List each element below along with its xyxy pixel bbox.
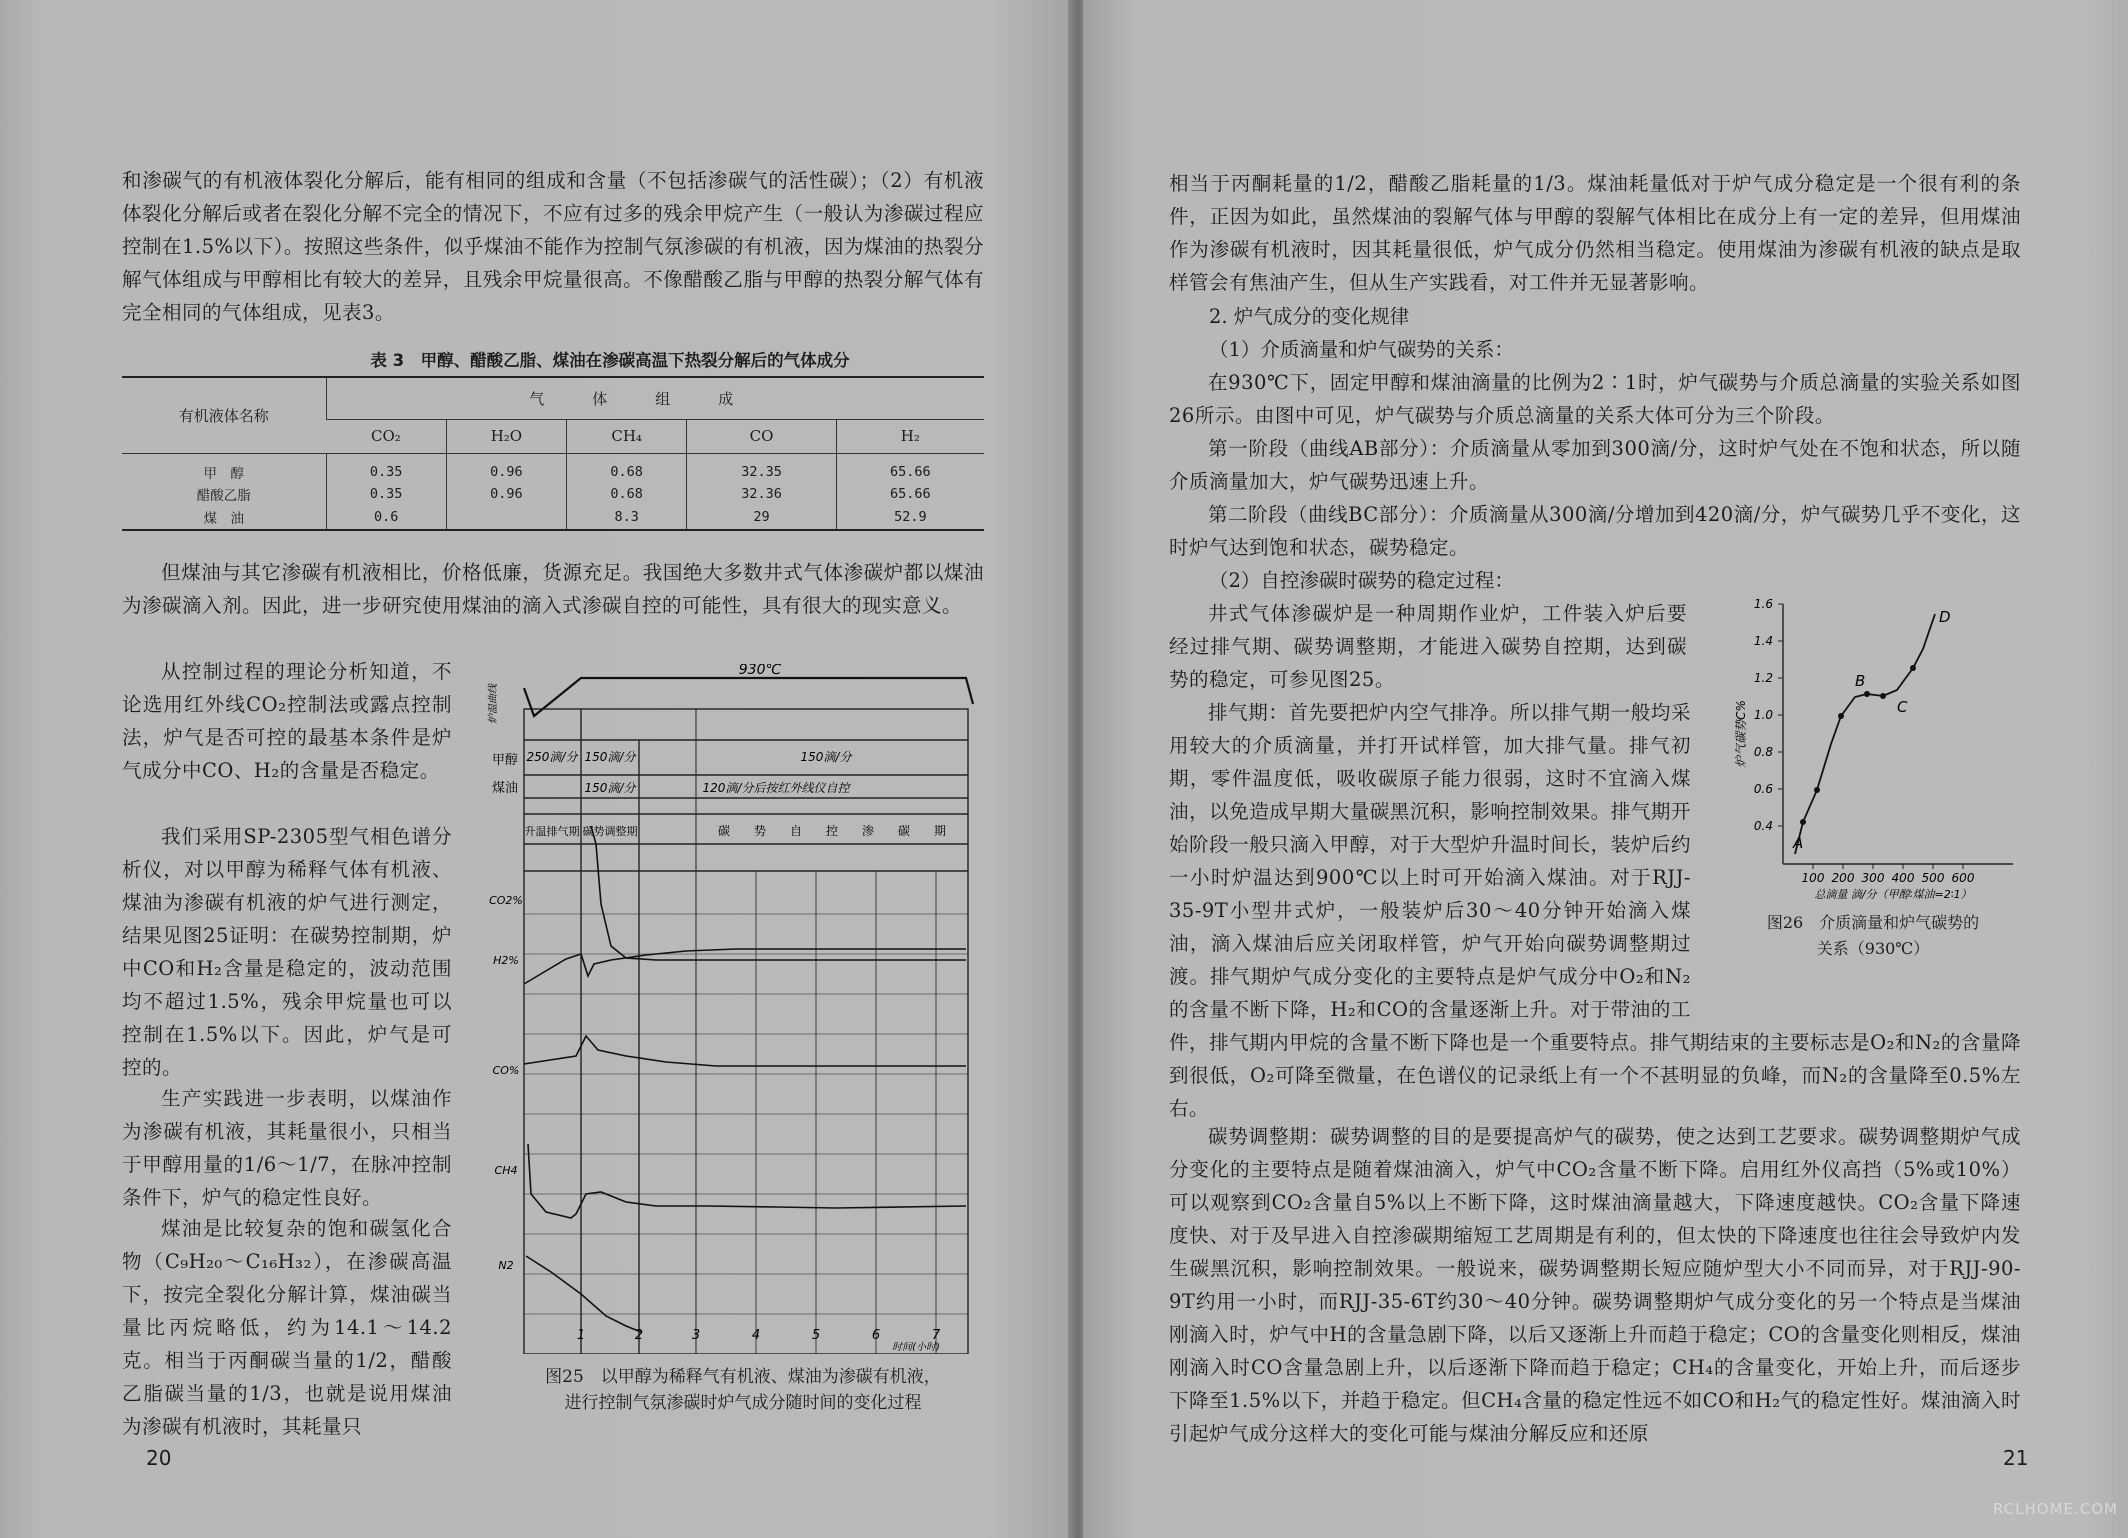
fig26-y-tick: 1.6	[1753, 597, 1773, 611]
fig25-phase-2: 碳势调整期	[582, 825, 638, 838]
furnace-temp-curve	[524, 678, 973, 716]
right-paragraph-1: 相当于丙酮耗量的1/2，醋酸乙脂耗量的1/3。煤油耗量低对于炉气成分稳定是一个很有利的条件，正因为如此，虽然煤油的裂解气体与甲醇的裂解气体相比在成分上有一定的差异，但用煤油作为渗碳有机液时，因其耗量很低，炉气成分仍然相当稳定。使用煤油为渗碳有机液的缺点是取样管会有焦油产生，但从生产实践看，对工件并无显著影响。	[1169, 172, 2021, 294]
left-paragraph-6: 煤油是比较复杂的饱和碳氢化合物（C₉H₂₀～C₁₆H₃₂），在渗碳高温下，按完全裂化分解计算，煤油碳当量比丙烷略低，约为14.1～14.2克。相当于丙酮碳当量的1/2，醋酸乙脂碳当量的1/3，也就是说用煤油为渗碳有机液时，其耗量只	[122, 1217, 452, 1438]
fig26-point-label: B	[1855, 672, 1866, 690]
fig25-x-tick: 7	[931, 1328, 941, 1343]
table-title: 表 3 甲醇、醋酸乙脂、煤油在渗碳高温下热裂分解后的气体成分	[370, 351, 850, 370]
ch4-curve	[528, 1144, 966, 1218]
watermark: RCLHOME.COM	[1992, 1500, 2118, 1518]
table-cell: 0.35	[326, 453, 446, 482]
table-cell: 0.6	[326, 506, 446, 530]
fig26-x-tick: 500	[1921, 871, 1945, 885]
row-name: 煤 油	[203, 511, 244, 527]
fig26-point-label: A	[1793, 834, 1804, 852]
fig25-co-label: CO%	[492, 1064, 520, 1077]
left-paragraph-4: 我们采用SP-2305型气相色谱分析仪，对以甲醇为稀释气体有机液、煤油为渗碳有机液的炉气进行测定，结果见图25证明：在碳势控制期，炉中CO和H₂含量是稳定的，波动范围均不超过1.5%，残余甲烷量也可以控制在1.5%以下。因此，炉气是可控的。	[122, 825, 452, 1079]
right-paragraph-5: 井式气体渗碳炉是一种周期作业炉，工件装入炉后要经过排气期、碳势调整期，才能进入碳势自控期，达到碳势的稳定，可参见图25。	[1169, 602, 1687, 691]
fig25-x-tick: 2	[634, 1328, 644, 1343]
fig25-temp-curve-label: 炉温曲线	[488, 684, 499, 724]
fig26-x-label: 总滴量 滴/分（甲醇∶煤油=2∶1）	[1814, 888, 1972, 901]
fig25-co2-label: CO2%	[489, 894, 523, 907]
fig26-y-tick: 1.2	[1753, 671, 1773, 685]
gas-composition-table	[122, 376, 984, 531]
right-paragraph-4: 第二阶段（曲线BC部分）：介质滴量从300滴/分增加到420滴/分，炉气碳势几乎不变化，这时炉气达到饱和状态，碳势稳定。	[1169, 503, 2021, 559]
fig26-caption-line2: 关系（930℃）	[1816, 939, 1930, 958]
column-header: CH₄	[567, 419, 687, 453]
figure-25	[476, 664, 986, 1354]
table-cell: 32.36	[687, 482, 836, 506]
figure-26	[1723, 594, 2023, 904]
table-cell: 0.96	[446, 482, 566, 506]
fig25-x-unit: 时间(小时)	[892, 1342, 940, 1353]
table-row	[122, 453, 984, 482]
fig26-curve	[1795, 614, 1935, 854]
fig25-methanol-2: 150滴/分	[584, 750, 636, 764]
page-number-right: 21	[2003, 1446, 2029, 1470]
column-header: CO₂	[326, 419, 446, 453]
row-name: 甲 醇	[203, 465, 244, 482]
table-cell: 65.66	[836, 482, 984, 506]
column-header: H₂	[836, 419, 984, 453]
fig26-y-tick: 0.4	[1753, 819, 1773, 833]
fig26-x-tick: 300	[1861, 871, 1885, 885]
co2-curve	[591, 826, 966, 960]
fig25-kerosene-2: 120滴/分后按红外线仪自控	[702, 781, 850, 795]
table-row	[122, 482, 984, 506]
fig25-frame	[524, 709, 968, 1354]
fig25-x-tick: 3	[691, 1328, 701, 1343]
fig25-methanol-1: 250滴/分	[526, 750, 578, 764]
column-header: CO	[687, 419, 836, 453]
column-header: H₂O	[446, 419, 566, 453]
section-heading-2: 2. 炉气成分的变化规律	[1209, 305, 1410, 328]
table-cell: 65.66	[836, 453, 984, 482]
left-paragraph-2: 但煤油与其它渗碳有机液相比，价格低廉，货源充足。我国绝大多数井式气体渗碳炉都以煤油为渗碳滴入剂。因此，进一步研究使用煤油的滴入式渗碳自控的可能性，具有很大的现实意义。	[122, 561, 984, 617]
left-paragraph-3: 从控制过程的理论分析知道，不论选用红外线CO₂控制法或露点控制法，炉气是否可控的最基本条件是炉气成分中CO、H₂的含量是否稳定。	[122, 660, 452, 782]
fig25-ch4-label: CH4	[494, 1164, 518, 1177]
right-page	[1083, 0, 2128, 1538]
left-paragraph-5: 生产实践进一步表明，以煤油作为渗碳有机液，其耗量很小，只相当于甲醇用量的1/6～1/7，在脉冲控制条件下，炉气的稳定性良好。	[122, 1087, 452, 1209]
fig26-point-label: D	[1939, 608, 1951, 626]
fig25-x-tick: 4	[751, 1328, 761, 1343]
right-paragraph-7: 碳势调整期：碳势调整的目的是要提高炉气的碳势，使之达到工艺要求。碳势调整期炉气成分变化的主要特点是随着煤油滴入，炉气中CO₂含量不断下降。启用红外仪高挡（5%或10%）可以观察到CO₂含量自5%以上不断下降，这时煤油滴量越大，下降速度越快。CO₂含量下降速度快、对于及早进入自控渗碳期缩短工艺周期是有利的，但太快的下降速度也往往会导致炉内发生碳黑沉积，影响控制效果。一般说来，碳势调整期长短应随炉型大小不同而异，对于RJJ-90-9T约用一小时，而RJJ-35-6T约30～40分钟。碳势调整期炉气成分变化的另一个特点是当煤油刚滴入时，炉气中H的含量急剧下降，以后又逐渐上升而趋于稳定；CO的含量变化则相反，煤油刚滴入时CO含量急剧上升，以后逐渐下降而趋于稳定；CH₄的含量变化，开始上升，而后逐步下降至1.5%以下，并趋于稳定。但CH₄含量的稳定性远不如CO和H₂气的稳定性好。煤油滴入时引起炉气成分这样大的变化可能与煤油分解反应和还原	[1169, 1125, 2021, 1445]
table-cell: 0.96	[446, 453, 566, 482]
fig26-x-tick: 600	[1951, 871, 1975, 885]
fig26-y-tick: 1.0	[1753, 708, 1773, 722]
table-cell: 0.68	[567, 453, 687, 482]
row-name: 醋酸乙脂	[196, 487, 251, 504]
fig26-y-tick: 0.6	[1753, 782, 1773, 796]
fig25-x-tick: 6	[871, 1328, 881, 1343]
co-curve	[524, 1036, 966, 1066]
table-cell: 29	[687, 506, 836, 530]
fig25-x-tick: 1	[576, 1328, 586, 1343]
table-cell: 52.9	[836, 506, 984, 530]
fig25-caption-line1: 图25 以甲醇为稀释气有机液、煤油为渗碳有机液，	[545, 1367, 941, 1387]
fig25-phase-3: 碳 势 自 控 渗 碳 期	[717, 824, 947, 838]
table-cell: 32.35	[687, 453, 836, 482]
fig25-caption-line2: 进行控制气氛渗碳时炉气成分随时间的变化过程	[564, 1393, 922, 1413]
fig25-h2-label: H2%	[493, 954, 519, 967]
fig26-x-tick: 400	[1891, 871, 1915, 885]
fig25-x-tick: 5	[811, 1328, 821, 1343]
group-header-cell: 气体组成	[326, 377, 984, 419]
page-number-left: 20	[146, 1446, 172, 1470]
fig25-row-label-2: 煤油	[491, 781, 518, 796]
table-cell: 8.3	[567, 506, 687, 530]
left-paragraph-1: 和渗碳气的有机液体裂化分解后，能有相同的组成和含量（不包括渗碳气的活性碳）；（2）有机液体裂化分解后或者在裂化分解不完全的情况下，不应有过多的残余甲烷产生（一般认为渗碳过程应控制在1.5%以下）。按照这些条件，似乎煤油不能作为控制气氛渗碳的有机液，因为煤油的热裂分解气体组成与甲醇相比有较大的差异，且残余甲烷量很高。不像醋酸乙脂与甲醇的热裂分解气体有完全相同的气体组成，见表3。	[122, 169, 984, 324]
row-header-cell: 有机液体名称	[178, 406, 269, 425]
right-paragraph-3: 第一阶段（曲线AB部分）：介质滴量从零加到300滴/分，这时炉气处在不饱和状态，所以随介质滴量加大，炉气碳势迅速上升。	[1169, 437, 2021, 493]
table-cell: 0.68	[567, 482, 687, 506]
table-cell	[446, 506, 566, 530]
fig25-kerosene-1: 150滴/分	[584, 781, 636, 795]
subsection-heading-1: （1）介质滴量和炉气碳势的关系：	[1209, 338, 1514, 361]
subsection-heading-2: （2）自控渗碳时碳势的稳定过程：	[1209, 569, 1514, 592]
fig26-y-label: 炉气碳势C%	[1734, 700, 1748, 768]
fig26-y-tick: 0.8	[1753, 745, 1773, 759]
fig26-x-tick: 200	[1831, 871, 1855, 885]
table-cell: 0.35	[326, 482, 446, 506]
fig26-caption-line1: 图26 介质滴量和炉气碳势的	[1766, 913, 1980, 932]
table-row	[122, 506, 984, 530]
fig25-methanol-3: 150滴/分	[800, 750, 852, 764]
fig25-temp-label: 930℃	[738, 664, 782, 678]
right-paragraph-6-text: 排气期：首先要把炉内空气排净。所以排气期一般均采用较大的介质滴量，并打开试样管，加大排气量。排气初期，零件温度低，吸收碳原子能力很弱，这时不宜滴入煤油，以免造成早期大量碳黑沉积，影响控制效果。排气期开始阶段一般只滴入甲醇，对于大型炉升温时间长，装炉后约一小时炉温达到900℃以上时可开始滴入煤油。对于RJJ-35-9T小型井式炉，一般装炉后30～40分钟开始滴入煤油，滴入煤油后应关闭取样管，炉气开始向碳势调整期过渡。排气期炉气成分变化的主要特点是炉气成分中O₂和N₂的含量不断下降，H₂和CO的含量逐渐上升。对于带油的工件，排气期内甲烷的含量不断下降也是一个重要特点。排气期结束的主要标志是O₂和N₂的含量降到很低，O₂可降至微量，在色谱仪的记录纸上有一个不甚明显的负峰，而N₂的含量降至0.5%左右。	[1169, 701, 2021, 1120]
right-paragraph-2: 在930℃下，固定甲醇和煤油滴量的比例为2∶1时，炉气碳势与介质总滴量的实验关系如图26所示。由图中可见，炉气碳势与介质总滴量的关系大体可分为三个阶段。	[1169, 371, 2021, 427]
fig26-x-tick: 100	[1801, 871, 1825, 885]
n2-curve	[526, 1256, 641, 1332]
fig26-y-tick: 1.4	[1753, 634, 1773, 648]
fig25-row-label-1: 甲醇	[491, 753, 518, 768]
fig26-point-label: C	[1897, 698, 1908, 716]
fig25-phase-1: 升温排气期	[524, 825, 580, 838]
fig25-n2-label: N2	[498, 1259, 514, 1272]
